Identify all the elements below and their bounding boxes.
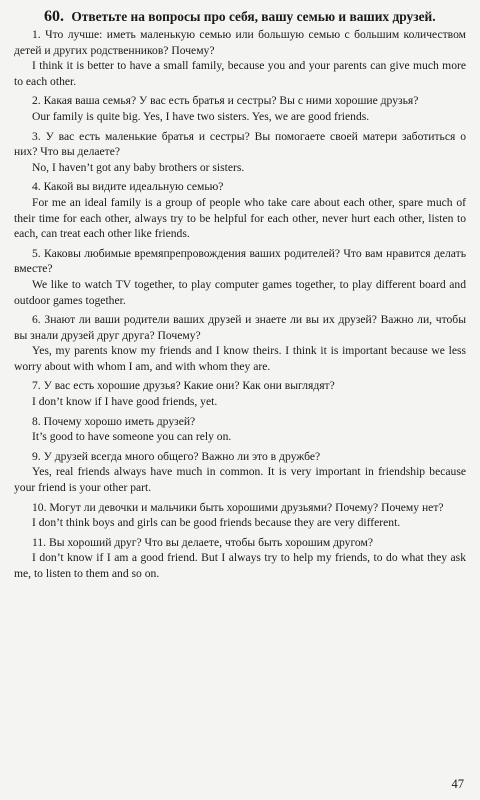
answer-3: No, I haven’t got any baby brothers or sisters. (32, 160, 245, 174)
qa-item-5 (14, 246, 466, 308)
question-3: 3. У вас есть маленькие братья и сестры? Вы помогаете своей матери заботиться о них? Что вы делаете? (14, 129, 466, 159)
question-8: 8. Почему хорошо иметь друзей? (32, 414, 196, 428)
qa-item-2 (14, 93, 466, 124)
answer-6: Yes, my parents know my friends and I know theirs. I think it is important because we less worry about with whom I am, and with whom they are. (14, 344, 466, 373)
answer-10: I don’t think boys and girls can be good friends because they are very different. (32, 516, 401, 530)
question-1: 1. Что лучше: иметь маленькую семью или большую семью с большим количеством детей и других родственников? Почему? (14, 28, 466, 57)
question-7: 7. У вас есть хорошие друзья? Какие они? Как они выглядят? (32, 379, 335, 393)
answer-2: Our family is quite big. Yes, I have two sisters. Yes, we are good friends. (32, 109, 370, 123)
question-11: 11. Вы хороший друг? Что вы делаете, чтобы быть хорошим другом? (32, 535, 373, 549)
exercise-heading (14, 8, 466, 25)
qa-item-11 (14, 535, 466, 582)
answer-11: I don’t know if I am a good friend. But I always try to help my friends, to do what they ask me, to listen to them and so on. (14, 551, 466, 580)
exercise-number: 60. (44, 8, 64, 25)
qa-item-4 (14, 179, 466, 241)
qa-item-6 (14, 312, 466, 374)
qa-item-7 (14, 378, 466, 409)
qa-item-3 (14, 129, 466, 176)
qa-item-9 (14, 449, 466, 496)
question-4: 4. Какой вы видите идеальную семью? (32, 180, 224, 194)
question-6: 6. Знают ли ваши родители ваших друзей и знаете ли вы их друзей? Важно ли, чтобы вы знали друзей друг друга? Почему? (14, 313, 466, 342)
question-5: 5. Каковы любимые времяпрепровождения ваших родителей? Что вам нравится делать вместе? (14, 246, 466, 276)
answer-5: We like to watch TV together, to play computer games together, to play different board and outdoor games together. (14, 277, 466, 307)
page-number: 47 (451, 777, 464, 791)
qa-item-10 (14, 500, 466, 531)
qa-item-8 (14, 414, 466, 445)
question-2: 2. Какая ваша семья? У вас есть братья и сестры? Вы с ними хорошие друзья? (32, 94, 419, 108)
exercise-title: Ответьте на вопросы про себя, вашу семью и ваших друзей. (71, 9, 436, 24)
question-10: 10. Могут ли девочки и мальчики быть хорошими друзьями? Почему? Почему нет? (32, 500, 444, 514)
answer-1: I think it is better to have a small family, because you and your parents can give much more to each other. (14, 59, 466, 88)
answer-9: Yes, real friends always have much in common. It is very important in friendship because your friend is your other part. (14, 465, 466, 495)
answer-8: It’s good to have someone you can rely on. (32, 430, 232, 444)
answer-4: For me an ideal family is a group of people who take care about each other, spare much of their time for each other, always try to be helpful for each other, never hurt each other, listen to each, can treat each other like friends. (14, 195, 466, 241)
answer-7: I don’t know if I have good friends, yet. (32, 395, 218, 409)
qa-item-1 (14, 27, 466, 89)
question-9: 9. У друзей всегда много общего? Важно ли это в дружбе? (32, 449, 321, 463)
